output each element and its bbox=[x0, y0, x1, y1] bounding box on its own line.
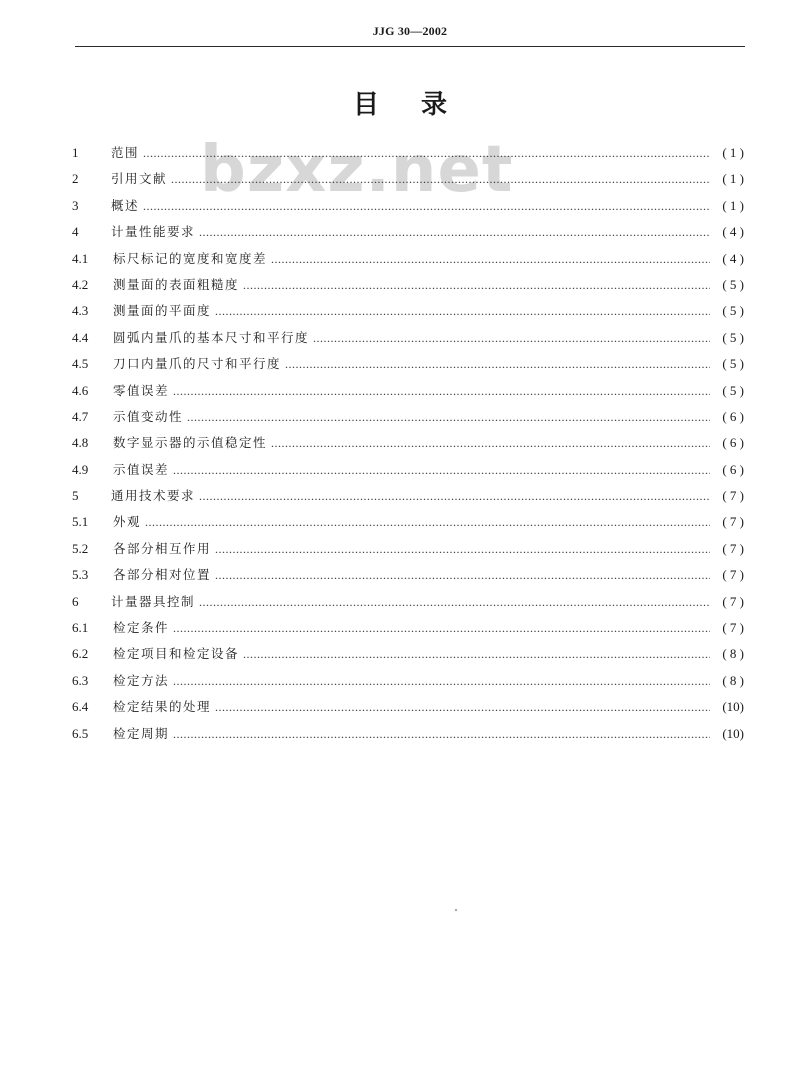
toc-entry-title: 检定结果的处理 bbox=[113, 699, 212, 715]
toc-leader-dots bbox=[139, 146, 710, 161]
standard-code: JJG 30—2002 bbox=[372, 24, 448, 38]
toc-entry-title: 检定条件 bbox=[113, 620, 170, 636]
toc-entry-number: 4.7 bbox=[72, 408, 89, 424]
toc-entry-title: 外观 bbox=[113, 514, 142, 530]
toc-entry-number: 6.4 bbox=[72, 699, 89, 715]
toc-entry-title: 零值误差 bbox=[113, 382, 170, 398]
toc-entry bbox=[72, 143, 744, 169]
toc-entry-number: 5.3 bbox=[72, 567, 89, 583]
toc-entry-number: 4.1 bbox=[72, 250, 89, 266]
toc-entry bbox=[72, 328, 744, 354]
toc-entry-page: ( 6 ) bbox=[722, 461, 744, 477]
toc-entry-number: 4.6 bbox=[72, 382, 89, 398]
toc-entry bbox=[72, 565, 744, 591]
toc-leader-dots bbox=[195, 225, 710, 240]
toc-entry bbox=[72, 169, 744, 195]
toc-entry-title: 检定项目和检定设备 bbox=[113, 646, 240, 662]
toc-entry bbox=[72, 618, 744, 644]
toc-leader-dots bbox=[169, 384, 710, 399]
toc-entry-page: ( 5 ) bbox=[722, 329, 744, 345]
toc-entry-number: 5 bbox=[72, 488, 79, 504]
toc-entry bbox=[72, 486, 744, 512]
toc-entry-title: 测量面的表面粗糙度 bbox=[113, 276, 240, 292]
toc-entry-page: ( 7 ) bbox=[722, 593, 744, 609]
watermark: bzxz.net bbox=[200, 133, 514, 207]
toc-entry-number: 4.2 bbox=[72, 276, 89, 292]
toc-entry-number: 4.3 bbox=[72, 303, 89, 319]
toc-entry-page: ( 8 ) bbox=[722, 672, 744, 688]
toc-entry-page: ( 6 ) bbox=[722, 435, 744, 451]
toc-entry-page: ( 7 ) bbox=[722, 540, 744, 556]
toc-leader-dots bbox=[267, 436, 710, 451]
table-of-contents bbox=[72, 143, 744, 750]
toc-entry bbox=[72, 222, 744, 248]
toc-entry-number: 6 bbox=[72, 593, 79, 609]
toc-entry-title: 各部分相对位置 bbox=[113, 567, 212, 583]
toc-entry-number: 4.5 bbox=[72, 356, 89, 372]
toc-entry-title: 检定方法 bbox=[113, 672, 170, 688]
toc-leader-dots bbox=[211, 542, 710, 557]
toc-entry-page: ( 7 ) bbox=[722, 567, 744, 583]
toc-leader-dots bbox=[167, 172, 710, 187]
toc-entry-title: 引用文献 bbox=[111, 171, 168, 187]
toc-entry bbox=[72, 671, 744, 697]
toc-entry-page: ( 7 ) bbox=[722, 488, 744, 504]
toc-entry bbox=[72, 697, 744, 723]
toc-entry bbox=[72, 644, 744, 670]
toc-entry-title: 测量面的平面度 bbox=[113, 303, 212, 319]
toc-entry bbox=[72, 724, 744, 750]
toc-entry-title: 计量器具控制 bbox=[111, 593, 196, 609]
toc-entry-title: 检定周期 bbox=[113, 725, 170, 741]
toc-entry bbox=[72, 196, 744, 222]
toc-entry-number: 1 bbox=[72, 145, 79, 160]
toc-entry bbox=[72, 354, 744, 380]
toc-entry-title: 圆弧内量爪的基本尺寸和平行度 bbox=[113, 329, 310, 345]
toc-leader-dots bbox=[309, 331, 710, 346]
toc-entry-page: ( 1 ) bbox=[722, 171, 744, 187]
toc-entry-number: 6.5 bbox=[72, 725, 89, 741]
toc-entry-page: ( 5 ) bbox=[722, 382, 744, 398]
toc-entry bbox=[72, 301, 744, 327]
toc-entry-page: ( 7 ) bbox=[722, 620, 744, 636]
toc-leader-dots bbox=[211, 568, 710, 583]
scan-speck bbox=[455, 909, 457, 911]
toc-leader-dots bbox=[169, 727, 710, 742]
toc-leader-dots bbox=[267, 252, 710, 267]
toc-entry-number: 4.4 bbox=[72, 329, 89, 345]
toc-entry-page: ( 7 ) bbox=[722, 514, 744, 530]
toc-entry-page: ( 4 ) bbox=[722, 224, 744, 240]
toc-entry bbox=[72, 512, 744, 538]
page-header bbox=[75, 24, 745, 50]
toc-entry-number: 4.8 bbox=[72, 435, 89, 451]
toc-leader-dots bbox=[239, 278, 710, 293]
header-rule bbox=[75, 46, 745, 47]
toc-entry-number: 4 bbox=[72, 224, 79, 240]
toc-entry-number: 4.9 bbox=[72, 461, 89, 477]
toc-entry-page: ( 8 ) bbox=[722, 646, 744, 662]
toc-entry-title: 各部分相互作用 bbox=[113, 540, 212, 556]
toc-entry-page: ( 5 ) bbox=[722, 356, 744, 372]
toc-entry-title: 通用技术要求 bbox=[111, 488, 196, 504]
toc-entry-title: 示值变动性 bbox=[113, 408, 184, 424]
toc-leader-dots bbox=[211, 700, 710, 715]
toc-entry bbox=[72, 407, 744, 433]
toc-entry-title: 概述 bbox=[111, 197, 140, 213]
toc-leader-dots bbox=[169, 621, 710, 636]
toc-entry-page: ( 1 ) bbox=[722, 145, 744, 160]
toc-entry-page: ( 5 ) bbox=[722, 303, 744, 319]
toc-entry bbox=[72, 433, 744, 459]
toc-entry bbox=[72, 275, 744, 301]
toc-entry-number: 5.2 bbox=[72, 540, 89, 556]
toc-leader-dots bbox=[211, 304, 710, 319]
toc-entry-number: 6.2 bbox=[72, 646, 89, 662]
toc-leader-dots bbox=[195, 489, 710, 504]
toc-leader-dots bbox=[195, 595, 710, 610]
toc-entry bbox=[72, 249, 744, 275]
toc-entry bbox=[72, 460, 744, 486]
toc-entry bbox=[72, 539, 744, 565]
toc-title: 目录 bbox=[352, 90, 489, 120]
toc-entry-title: 标尺标记的宽度和宽度差 bbox=[113, 250, 268, 266]
toc-entry-page: ( 6 ) bbox=[722, 408, 744, 424]
toc-entry-page: ( 1 ) bbox=[722, 197, 744, 213]
toc-entry-page: (10) bbox=[722, 699, 744, 715]
toc-entry bbox=[72, 381, 744, 407]
toc-entry-number: 5.1 bbox=[72, 514, 89, 530]
toc-entry bbox=[72, 592, 744, 618]
toc-leader-dots bbox=[169, 674, 710, 689]
toc-entry-page: ( 5 ) bbox=[722, 276, 744, 292]
toc-entry-page: (10) bbox=[722, 725, 744, 741]
toc-entry-number: 2 bbox=[72, 171, 79, 187]
toc-entry-number: 6.3 bbox=[72, 672, 89, 688]
toc-leader-dots bbox=[169, 463, 710, 478]
toc-entry-number: 3 bbox=[72, 197, 79, 213]
toc-entry-title: 示值误差 bbox=[113, 461, 170, 477]
toc-leader-dots bbox=[183, 410, 710, 425]
toc-entry-title: 范围 bbox=[111, 145, 140, 160]
toc-entry-title: 数字显示器的示值稳定性 bbox=[113, 435, 268, 451]
toc-leader-dots bbox=[281, 357, 710, 372]
toc-entry-title: 刀口内量爪的尺寸和平行度 bbox=[113, 356, 282, 372]
toc-entry-number: 6.1 bbox=[72, 620, 89, 636]
toc-leader-dots bbox=[141, 515, 710, 530]
toc-leader-dots bbox=[139, 199, 710, 214]
toc-entry-title: 计量性能要求 bbox=[111, 224, 196, 240]
toc-entry-page: ( 4 ) bbox=[722, 250, 744, 266]
toc-leader-dots bbox=[239, 647, 710, 662]
